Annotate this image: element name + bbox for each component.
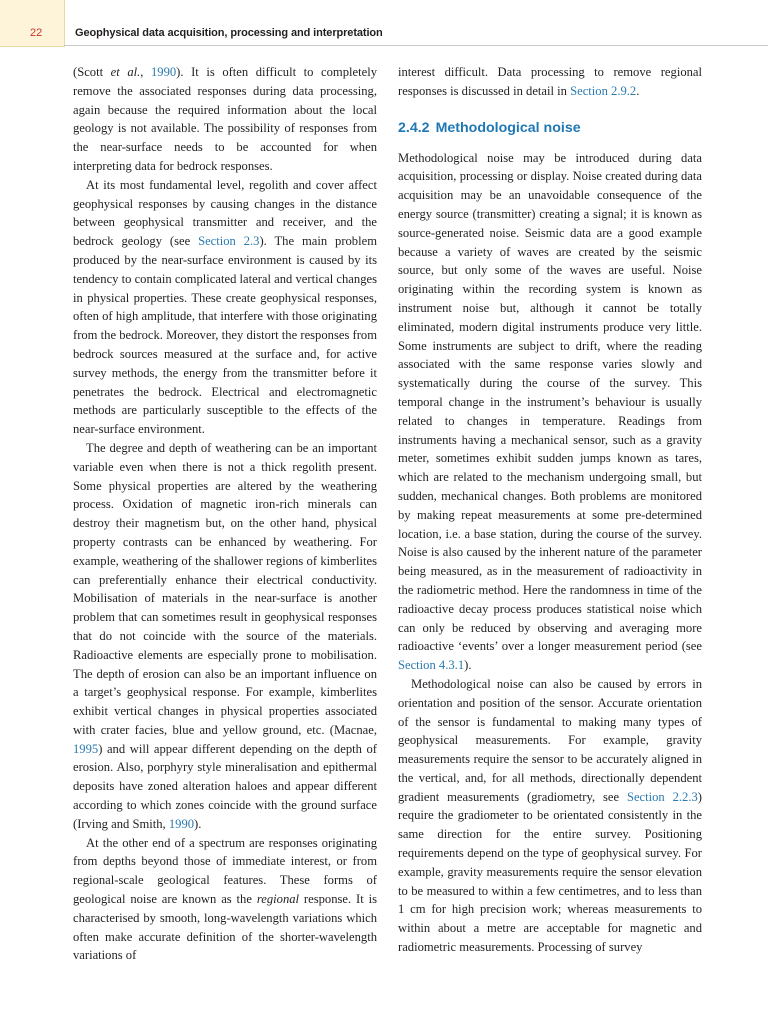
paragraph: At its most fundamental level, regolith and cover affect geophysical responses by causing changes in the distance between geophysical transmitter and receiver, and the bedrock geology (see Section 2.3). The main problem produced by the near-surface environment is caused by its tendency to contain complicated lateral and vertical changes in physical properties. These create geophysical responses, often of high amplitude, that interfere with those originating from the bedrock. Moreover, they distort the responses from bedrock sources measured at the surface and, for active survey methods, the energy from the transmitter before it penetrates the bedrock. Electrical and electromagnetic methods are particularly susceptible to the effects of the near-surface environment. — [73, 177, 377, 437]
section-number: 2.4.2 — [398, 119, 430, 136]
paragraph: (Scott et al., 1990). It is often difficult to completely remove the associated responses during data processing, again because the required information about the local geology is not available. The possibility of responses from the near-surface needs to be accounted for when interpreting data for bedrock responses. — [73, 65, 377, 173]
running-title: Geophysical data acquisition, processing and interpretation — [75, 27, 383, 39]
section-link[interactable]: Section 2.9.2 — [570, 83, 637, 98]
paragraph: Methodological noise can also be caused by errors in orientation and position of the sensor. Accurate orientation of the sensor is fundamental to making many types of geophysical measurements. For example, gravity measurements require the sensor to be accurately aligned in the vertical, and, for all methods, directionally dependent gradient measurements (gradiometry, see Section 2.2.3) require the gradiometer to be orientated consistently in the same direction for the entire survey. Positioning requirements depend on the type of geophysical survey. For example, gravity measurements require the sensor elevation to be measured to within a few centimetres, and to less than 1 cm for high precision work; whereas measurements to within about a metre are acceptable for magnetic and radiometric measurements. Processing of survey — [398, 676, 702, 955]
paragraph: interest difficult. Data processing to remove regional responses is discussed in detail in Section 2.9.2. — [398, 65, 702, 98]
citation-link[interactable]: 1995 — [73, 741, 99, 756]
page-number-tab — [0, 0, 65, 47]
left-column — [73, 63, 377, 965]
section-link[interactable]: Section 4.3.1 — [398, 658, 465, 673]
section-link[interactable]: Section 2.2.3 — [626, 789, 698, 804]
section-heading — [398, 119, 702, 137]
section-title: Methodological noise — [435, 119, 581, 136]
citation-link[interactable]: 1990 — [150, 65, 177, 79]
header-rule — [64, 45, 768, 46]
citation-link[interactable]: 1990 — [168, 816, 195, 831]
paragraph: Methodological noise may be introduced during data acquisition, processing or display. Noise created during data acquisition may be an unavoidable consequence of the energy source (transmitter) creating a signal; it is known as source-generated noise. Seismic data are a good example because a variety of waves are created by the seismic source, but only some of the waves are useful. Noise originating within the recording system is known as instrument noise but, although it cannot be totally eliminated, modern digital instruments produce very little. Some instruments are subject to drift, where the reading associated with the same response varies slowly and systematically during the course of the survey. This temporal change in the instrument’s behaviour is usually related to changes in temperature. Readings from instruments having a mechanical sensor, such as a gravity meter, sometimes exhibit sudden jumps known as tares, which are related to the mechanism undergoing small, but sudden, mechanical changes. Both problems are monitored by making repeat measurements at some pre-determined location, i.e. a base station, during the course of the survey. Noise is also caused by the inherent nature of the parameter being measured, as in the measurement of radioactivity in the radiometric method. Here the randomness in time of the radioactive decay process produces statistical noise which can only be reduced by observing and averaging more radioactive ‘events’ over a longer measurement period (see Section 4.3.1). — [398, 150, 702, 673]
section-link[interactable]: Section 2.3 — [198, 234, 260, 249]
right-column — [398, 63, 702, 957]
paragraph: The degree and depth of weathering can be an important variable even when there is not a thick regolith present. Some physical properties are altered by the weathering process. Oxidation of magnetic iron-rich minerals can destroy their magnetism but, on the other hand, physical property contrasts can be enhanced by weathering. For example, weathering of the shallower regions of kimberlites can preferentially enhance their electrical conductivity. Mobilisation of materials in the near-surface is another problem that can sometimes result in geophysical responses that do not coincide with the source of the materials. Radioactive elements are especially prone to mobilisation. The depth of erosion can also be an important influence on a target’s geophysical response. For example, kimberlites exhibit vertical changes in physical properties associated with crater facies, blue and yellow ground, etc. (Macnae, 1995) and will appear different depending on the depth of erosion. Also, porphyry style mineralisation and epithermal deposits have zoned alteration haloes and appear different according to which zones coincide with the ground surface (Irving and Smith, 1990). — [73, 440, 377, 831]
page-number: 22 — [30, 27, 43, 39]
paragraph: At the other end of a spectrum are responses originating from depths beyond those of immediate interest, or from regional-scale geological features. These forms of geological noise are known as the regional response. It is characterised by smooth, long-wavelength variations which often make accurate definition of the shorter-wavelength variations of — [73, 835, 377, 963]
